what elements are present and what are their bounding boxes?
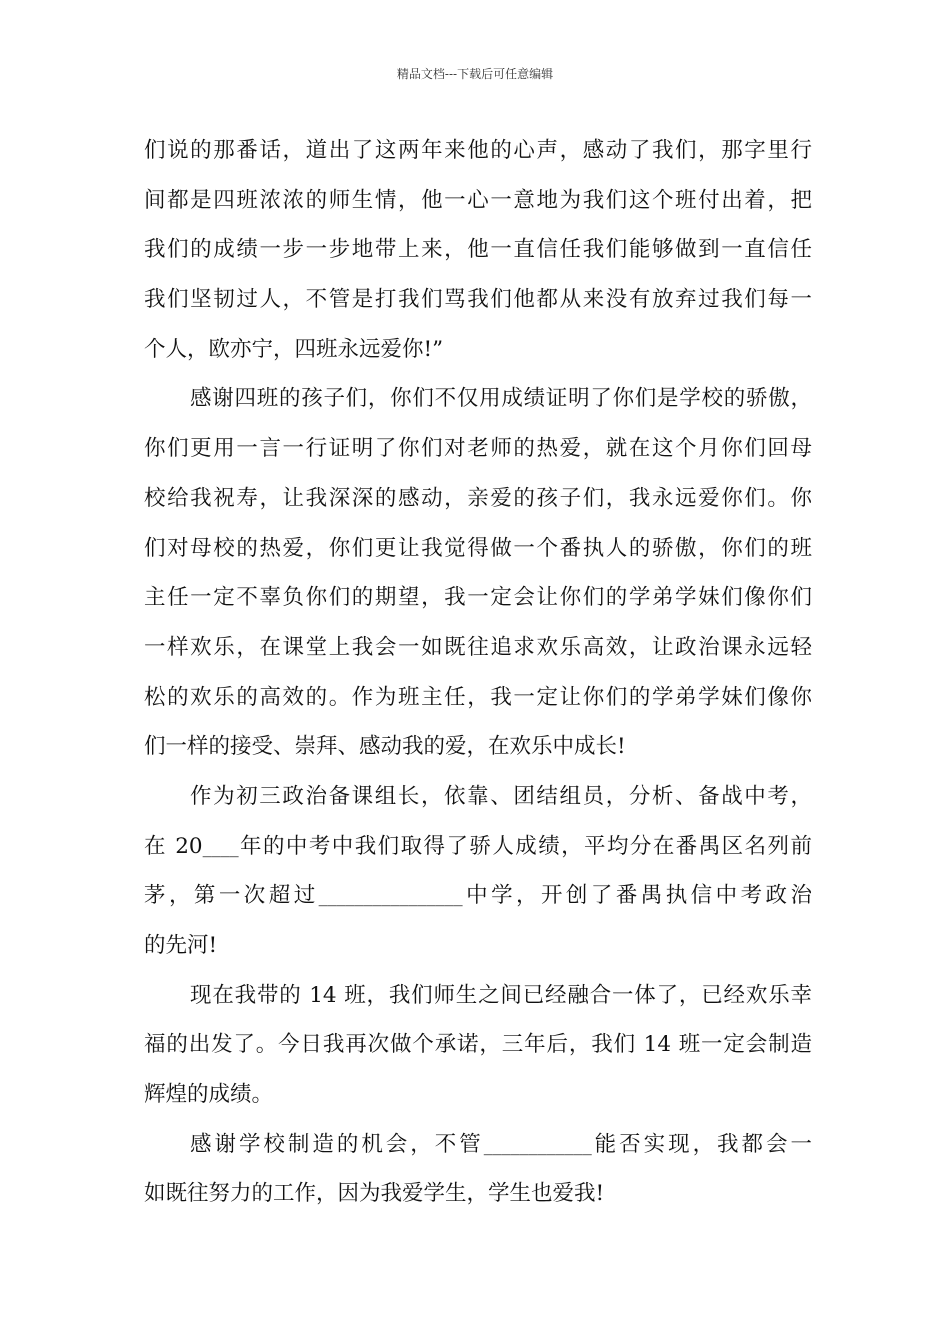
paragraph-line: 你们更用一言一行证明了你们对老师的热爱，就在这个月你们回母	[144, 436, 812, 462]
paragraph-line	[144, 822, 812, 872]
paragraph-line: 一样欢乐，在课堂上我会一如既往追求欢乐高效，让政治课永远轻	[144, 634, 812, 660]
paragraph-line: 我们坚韧过人，不管是打我们骂我们他都从来没有放弃过我们每一	[144, 287, 812, 313]
text-segment: 感谢学校制造的机会，不管	[190, 1131, 484, 1157]
paragraph-line: 辉煌的成绩。	[144, 1082, 274, 1108]
paragraph-line: 们说的那番话，道出了这两年来他的心声，感动了我们，那字里行	[144, 138, 812, 163]
paragraph-line: 我们的成绩一步一步地带上来，他一直信任我们能够做到一直信任	[144, 237, 812, 263]
fill-blank: ____	[202, 836, 239, 858]
document-body	[144, 126, 812, 1219]
paragraph-line: 作为初三政治备课组长，依靠、团结组员，分析、备战中考，	[190, 783, 812, 809]
paragraph-line: 如既往努力的工作，因为我爱学生，学生也爱我!	[144, 1181, 605, 1207]
paragraph-line	[144, 871, 812, 921]
paragraph-line	[144, 1120, 812, 1170]
paragraph-line: 间都是四班浓浓的师生情，他一心一意地为我们这个班付出着，把	[144, 187, 812, 213]
paragraph-line: 校给我祝寿，让我深深的感动，亲爱的孩子们，我永远爱你们。你	[144, 485, 812, 511]
page-header: 精品文档---下载后可任意编辑	[396, 67, 554, 81]
paragraph-line: 松的欢乐的高效的。作为班主任，我一定让你们的学弟学妹们像你	[144, 684, 812, 710]
text-segment: 在 20	[144, 833, 203, 859]
paragraph-line: 们一样的接受、崇拜、感动我的爱，在欢乐中成长!	[144, 734, 626, 760]
text-segment: 中学，开创了番禺执信中考政治	[462, 883, 812, 909]
paragraph-line: 现在我带的 14 班，我们师生之间已经融合一体了，已经欢乐幸	[190, 982, 812, 1008]
fill-blank: ________________	[318, 886, 463, 908]
fill-blank: ____________	[483, 1134, 592, 1156]
paragraph-line: 们对母校的热爱，你们更让我觉得做一个番执人的骄傲，你们的班	[144, 535, 812, 561]
paragraph-line: 感谢四班的孩子们，你们不仅用成绩证明了你们是学校的骄傲，	[190, 386, 812, 412]
text-segment: 能否实现，我都会一	[591, 1131, 812, 1157]
text-segment: 茅，第一次超过	[144, 883, 319, 909]
paragraph-line: 主任一定不辜负你们的期望，我一定会让你们的学弟学妹们像你们	[144, 585, 812, 611]
paragraph-line: 福的出发了。今日我再次做个承诺，三年后，我们 14 班一定会制造	[144, 1032, 812, 1058]
text-segment: 年的中考中我们取得了骄人成绩，平均分在番禺区名列前	[238, 833, 812, 859]
paragraph-line: 个人，欧亦宁，四班永远爱你!”	[144, 336, 444, 362]
paragraph-line: 的先河!	[144, 933, 218, 958]
